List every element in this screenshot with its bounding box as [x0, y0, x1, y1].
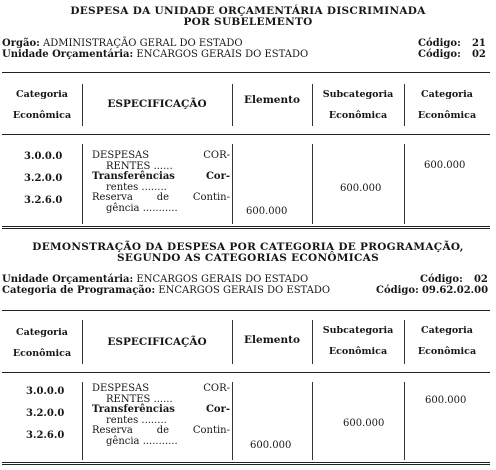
table1-elemento-value: 600.000	[246, 206, 288, 217]
header-text: Econômica	[328, 346, 388, 357]
section2-title-line1: DEMONSTRAÇÃO DA DESPESA POR CATEGORIA DE PROGRAMAÇÃO,	[32, 241, 464, 253]
header-text: Econômica	[417, 346, 477, 357]
header-text: Categoria	[16, 89, 68, 100]
table1-divider	[82, 144, 83, 224]
spec-line: rentes ........	[106, 414, 167, 426]
orgao-codigo-label: Código:	[418, 38, 461, 49]
table2-code: 3.2.0.0	[26, 408, 65, 419]
categoria-label: Categoria de Programação:	[2, 285, 156, 296]
unidade2-codigo	[420, 274, 488, 285]
unidade2-codigo-label: Código:	[420, 274, 463, 285]
table2-header-cat2	[404, 320, 490, 362]
spec-line: RENTES ......	[106, 160, 173, 172]
table1-top-rule	[2, 72, 490, 73]
spec-line: Reserva de Contin-	[92, 192, 230, 203]
header-text: Categoria	[16, 327, 68, 338]
table1-code: 3.0.0.0	[24, 151, 63, 162]
header-text: Econômica	[417, 110, 477, 121]
table2-subcategoria-value: 600.000	[343, 418, 385, 429]
section1-title-line2: POR SUBELEMENTO	[183, 16, 313, 28]
table2-divider	[404, 382, 405, 460]
table2-divider	[232, 382, 233, 460]
table2-code: 3.0.0.0	[26, 386, 65, 397]
spec-line: DESPESAS COR-	[92, 150, 230, 161]
header-text: Econômica	[12, 110, 72, 121]
orgao-codigo-value: 21	[471, 38, 486, 49]
categoria-codigo-label: Código:	[376, 285, 419, 296]
table1-spec	[92, 151, 230, 214]
section2-title-line2: SEGUNDO AS CATEGORIAS ECONÔMICAS	[117, 252, 379, 264]
table1-header-rule	[2, 134, 490, 135]
unidade2-label: Unidade Orçamentária:	[2, 274, 134, 285]
spec-line: Transferências Cor-	[92, 404, 230, 415]
table1-divider	[312, 144, 313, 224]
table2-code: 3.2.6.0	[26, 430, 65, 441]
orgao-label: Orgão:	[2, 38, 40, 49]
table2-top-rule	[2, 310, 490, 311]
orgao-value: ADMINISTRAÇÃO GERAL DO ESTADO	[43, 38, 243, 49]
table1-code: 3.2.0.0	[24, 173, 63, 184]
categoria-value: ENCARGOS GERAIS DO ESTADO	[158, 285, 331, 296]
header-text: Econômica	[328, 110, 388, 121]
unidade2-line	[2, 274, 308, 285]
table1-divider	[232, 144, 233, 224]
table2-spec	[92, 384, 230, 447]
table1-subcategoria-value: 600.000	[340, 183, 382, 194]
table2-divider	[312, 382, 313, 460]
table2-bottom-rule	[2, 462, 490, 465]
unidade-line	[2, 49, 308, 60]
table1-code: 3.2.6.0	[24, 195, 63, 206]
spec-line: gência ...........	[106, 202, 178, 214]
unidade-value: ENCARGOS GERAIS DO ESTADO	[136, 49, 309, 60]
table2-header-spec: ESPECIFICAÇÃO	[107, 336, 207, 348]
table2-categoria-value: 600.000	[425, 395, 467, 406]
spec-line: Transferências Cor-	[92, 171, 230, 182]
spec-line: DESPESAS COR-	[92, 383, 230, 394]
table1-categoria-value: 600.000	[424, 160, 466, 171]
header-text: Subcategoria	[322, 89, 394, 100]
table1-header-subcat	[312, 84, 404, 126]
unidade-codigo-label: Código:	[418, 49, 461, 60]
unidade-codigo-value: 02	[471, 49, 486, 60]
spec-line: gência ...........	[106, 435, 178, 447]
unidade2-value: ENCARGOS GERAIS DO ESTADO	[136, 274, 309, 285]
table2-header-cat	[2, 322, 82, 364]
table2-header-elemento: Elemento	[244, 334, 300, 346]
header-text: Subcategoria	[322, 325, 394, 336]
table1-header-elemento: Elemento	[244, 94, 300, 106]
table1-header-cat	[2, 84, 82, 126]
orgao-codigo	[418, 38, 486, 49]
unidade2-codigo-value: 02	[473, 274, 488, 285]
unidade-label: Unidade Orçamentária:	[2, 49, 134, 60]
unidade-codigo	[418, 49, 486, 60]
table2-header-rule	[2, 372, 490, 373]
table2-header-subcat	[312, 320, 404, 362]
table1-header-cat2	[404, 84, 490, 126]
header-text: Categoria	[421, 89, 473, 100]
categoria-codigo	[376, 285, 488, 296]
spec-line: rentes ........	[106, 181, 167, 193]
table2-divider	[82, 382, 83, 460]
header-text: Categoria	[421, 325, 473, 336]
categoria-line	[2, 285, 330, 296]
table1-divider	[404, 144, 405, 224]
spec-line: RENTES ......	[106, 393, 173, 405]
orgao-line	[2, 38, 243, 49]
table2-elemento-value: 600.000	[250, 440, 292, 451]
section1-title-line1: DESPESA DA UNIDADE ORÇAMENTÁRIA DISCRIMINADA	[70, 5, 426, 17]
table1-bottom-rule	[2, 226, 490, 229]
table1-header-spec: ESPECIFICAÇÃO	[107, 98, 207, 110]
header-text: Econômica	[12, 348, 72, 359]
spec-line: Reserva de Contin-	[92, 425, 230, 436]
categoria-codigo-value: 09.62.02.00	[421, 285, 489, 296]
